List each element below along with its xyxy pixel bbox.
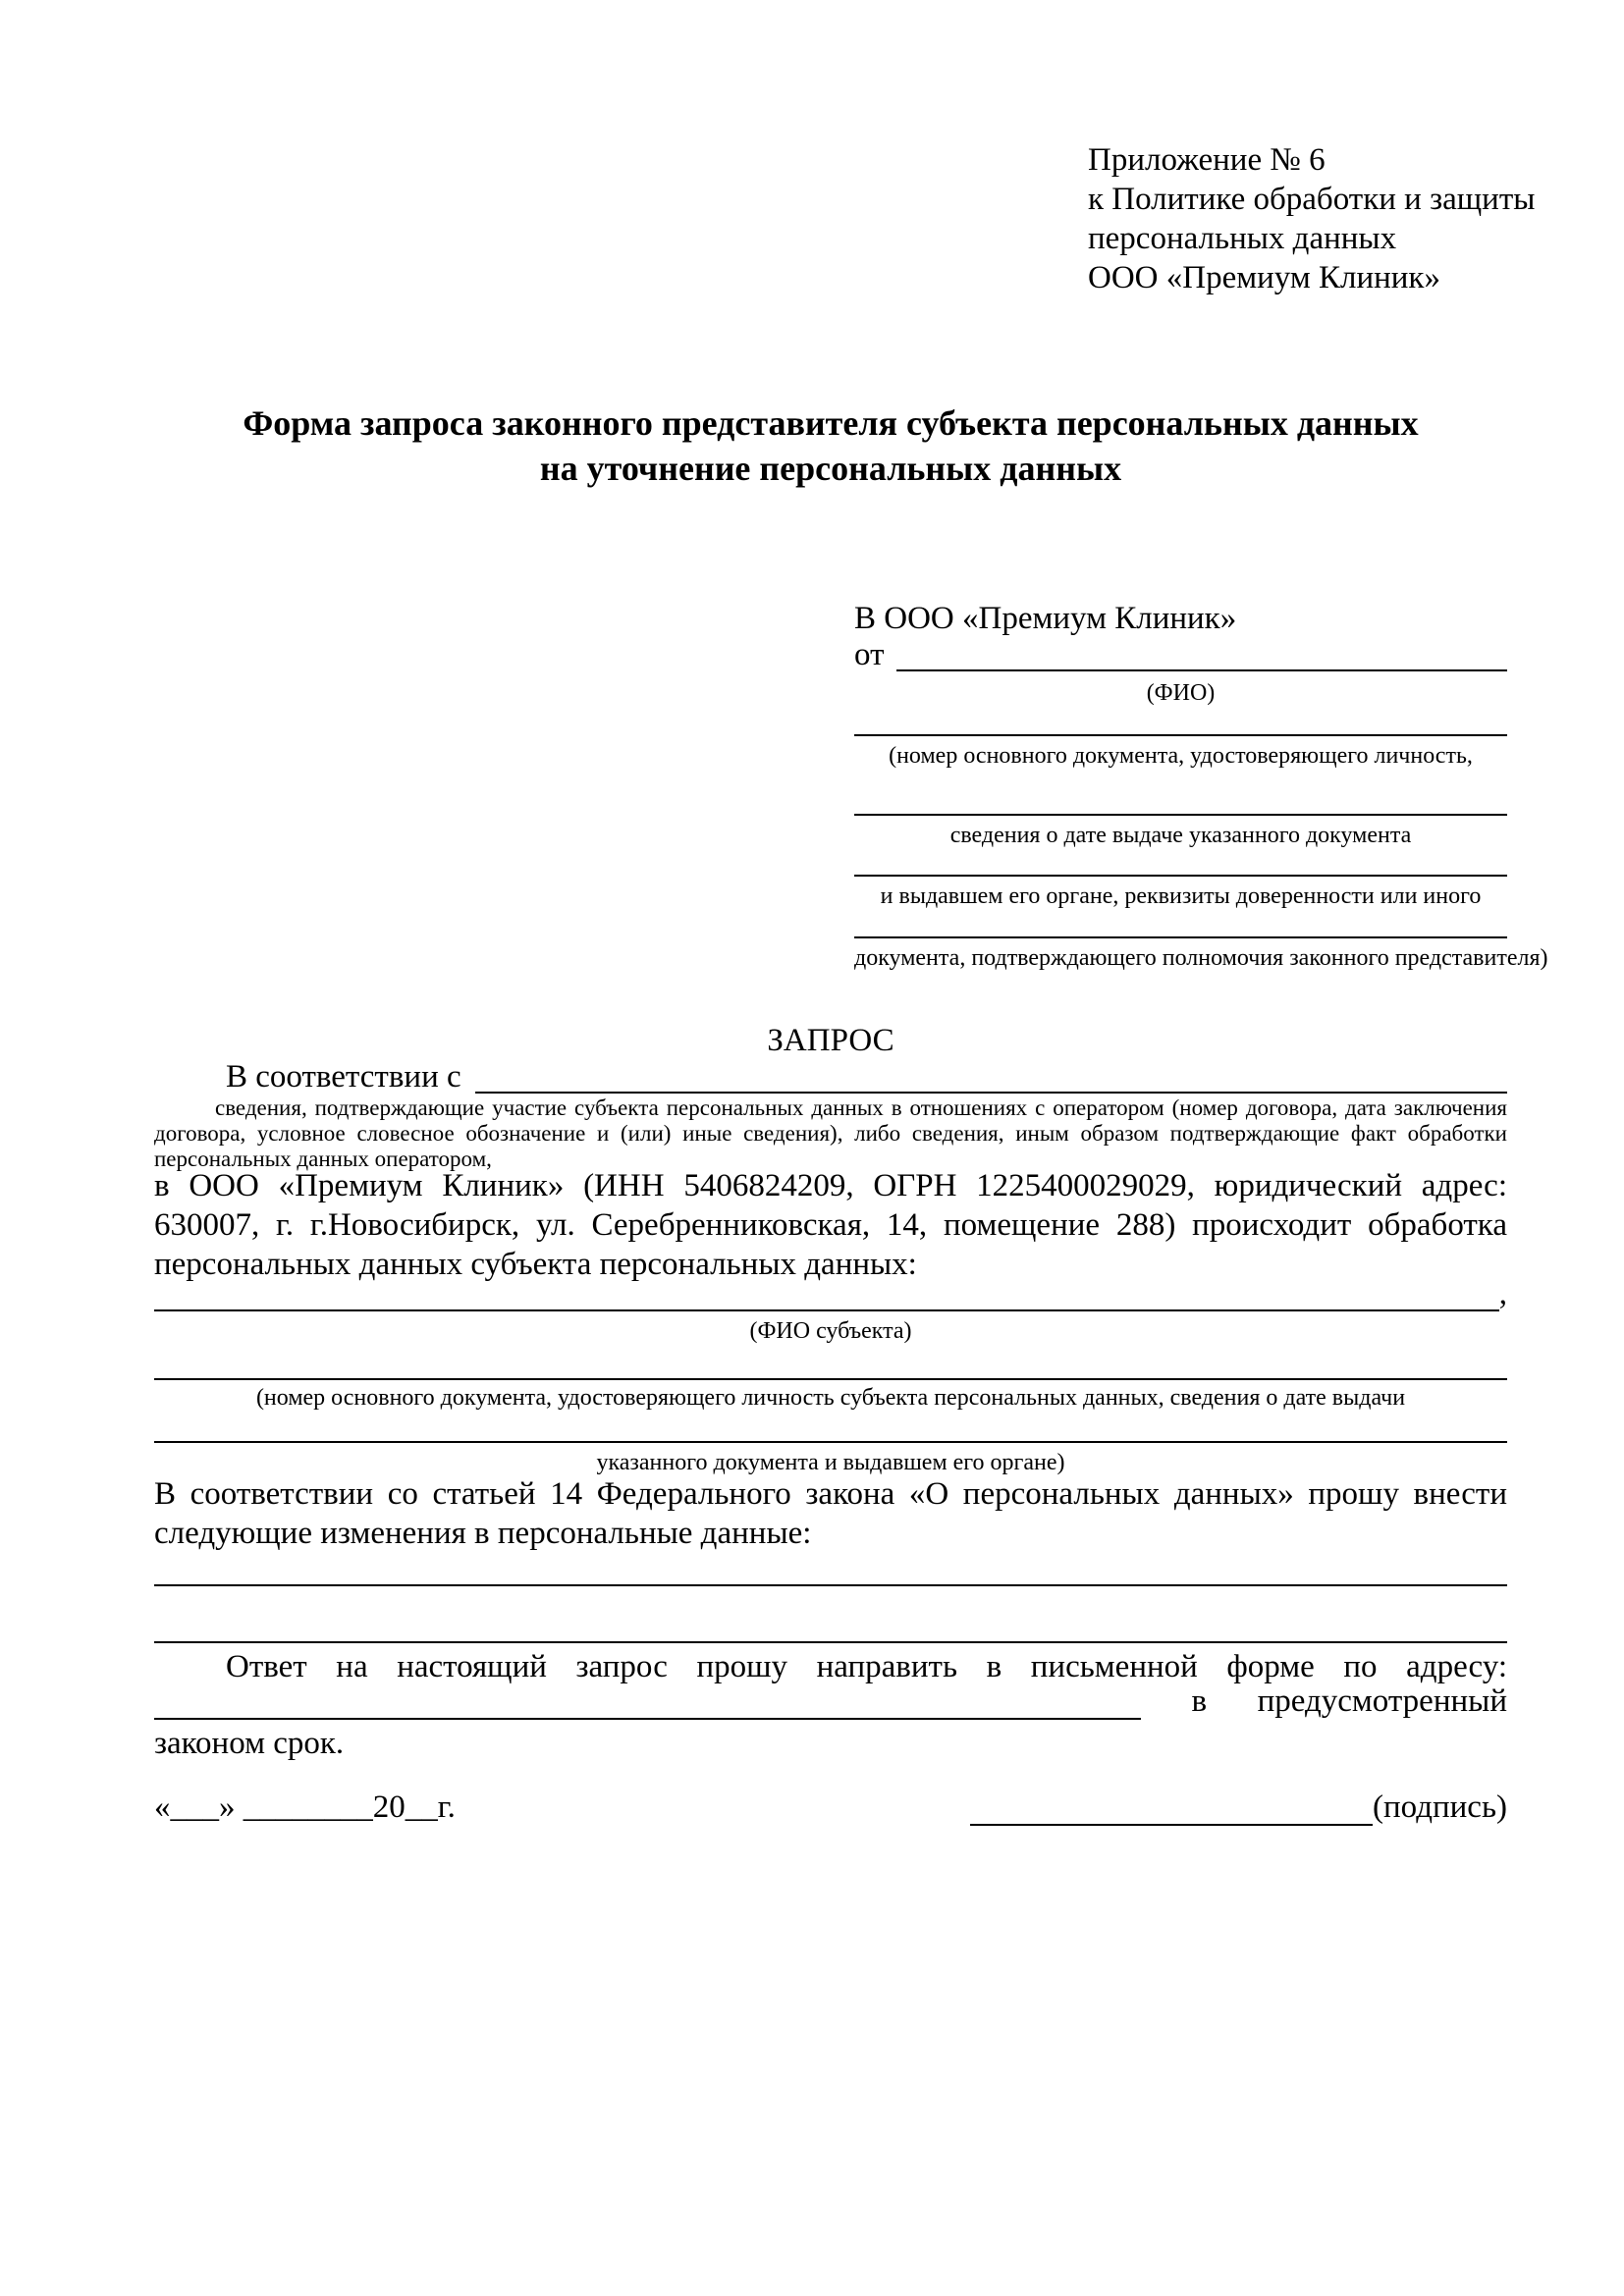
form-title-line: на уточнение персональных данных bbox=[539, 449, 1122, 488]
subject-doc-blank-line-2 bbox=[154, 1406, 1507, 1443]
date-line: «___» ________20__г. bbox=[154, 1789, 456, 1825]
signature-blank-line bbox=[970, 1790, 1373, 1826]
intro-row bbox=[154, 1058, 1507, 1095]
appendix-line: к Политике обработки и защиты bbox=[1088, 182, 1536, 217]
from-row bbox=[854, 636, 1507, 673]
subject-comma: , bbox=[1498, 1276, 1507, 1311]
authority-doc-blank-line bbox=[854, 901, 1507, 938]
law-paragraph: В соответствии со статьей 14 Федерального закона «О персональных данных» прошу внести следующие изменения в персональные данные: bbox=[154, 1476, 1507, 1551]
subject-doc-caption-2: указанного документа и выдавшем его органе) bbox=[596, 1450, 1065, 1475]
addressee-line: В ООО «Премиум Клиник» bbox=[854, 601, 1237, 636]
date-signature-row bbox=[154, 1789, 1507, 1826]
id-doc-blank-line bbox=[854, 699, 1507, 736]
reply-paragraph: Ответ на настоящий запрос прошу направить в письменной форме по адресу: bbox=[226, 1649, 1507, 1684]
form-title bbox=[154, 400, 1507, 491]
from-label: от bbox=[854, 637, 885, 672]
appendix-line: ООО «Премиум Клиник» bbox=[1088, 260, 1440, 295]
id-doc-caption: (номер основного документа, удостоверяющего личность, bbox=[889, 743, 1473, 769]
issue-date-caption: сведения о дате выдаче указанного документа bbox=[949, 823, 1412, 848]
reply-word-tail: предусмотренный bbox=[1257, 1683, 1507, 1719]
appendix-header bbox=[1088, 140, 1535, 297]
fio-caption: (ФИО) bbox=[1146, 680, 1216, 706]
subject-fio-row bbox=[154, 1276, 1507, 1311]
operator-paragraph: в ООО «Премиум Клиник» (ИНН 5406824209, ОГРН 1225400029029, юридический адрес: 630007, г. г.Новосибирск, ул. Серебренниковская, 14, помещение 288) происходит обработка персональных данных субъекта персональных данных: bbox=[154, 1168, 1507, 1282]
issue-date-blank-line bbox=[854, 778, 1507, 816]
reply-address-blank-line bbox=[154, 1684, 1141, 1720]
reply-word-in: в bbox=[1191, 1683, 1208, 1719]
changes-blank-line-1 bbox=[154, 1549, 1507, 1586]
appendix-line: персональных данных bbox=[1088, 221, 1397, 256]
subject-fio-caption: (ФИО субъекта) bbox=[749, 1318, 912, 1344]
issuing-authority-caption: и выдавшем его органе, реквизиты доверенности или иного bbox=[880, 883, 1482, 909]
reply-address-row bbox=[154, 1682, 1507, 1720]
subject-doc-caption-1: (номер основного документа, удостоверяющего личность субъекта персональных данных, сведения о дате выдачи bbox=[255, 1385, 1406, 1411]
authority-doc-caption: документа, подтверждающего полномочия законного представителя) bbox=[854, 945, 1548, 971]
fio-blank-line bbox=[896, 636, 1508, 671]
basis-note: сведения, подтверждающие участие субъекта персональных данных в отношениях с оператором (номер договора, дата заключения договора, условное словесное обозначение и (или) иные сведения), либо сведения, иным образом подтверждающие факт обработки персональных данных оператором, bbox=[154, 1095, 1507, 1171]
appendix-line: Приложение № 6 bbox=[1088, 142, 1326, 178]
signature-caption: (подпись) bbox=[1373, 1789, 1507, 1825]
basis-blank-line bbox=[475, 1058, 1507, 1094]
request-heading: ЗАПРОС bbox=[767, 1023, 894, 1058]
form-title-line: Форма запроса законного представителя субъекта персональных данных bbox=[243, 403, 1419, 443]
issuing-authority-blank-line bbox=[854, 839, 1507, 877]
subject-fio-blank-line bbox=[154, 1276, 1499, 1311]
reply-end: законом срок. bbox=[154, 1726, 345, 1761]
subject-doc-blank-line bbox=[154, 1343, 1507, 1380]
intro-label: В соответствии с bbox=[226, 1059, 461, 1095]
changes-blank-line-2 bbox=[154, 1606, 1507, 1643]
